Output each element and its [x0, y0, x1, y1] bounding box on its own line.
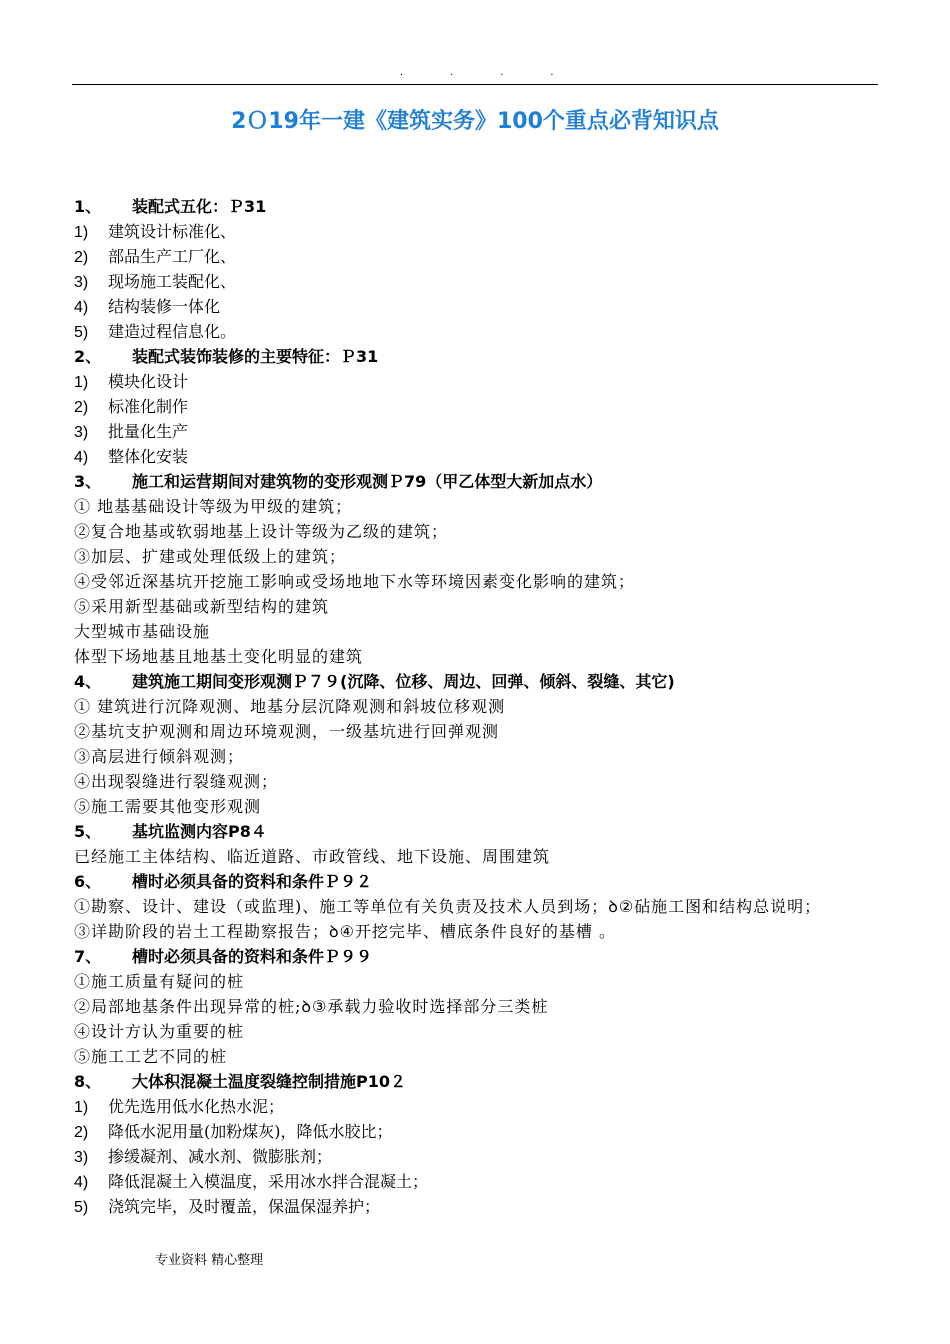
list-item: 4) 整体化安装: [74, 447, 189, 466]
list-item: 3) 现场施工装配化、: [74, 272, 237, 291]
text-line: 体型下场地基且地基土变化明显的建筑: [74, 647, 364, 666]
section-heading-4: 4、 建筑施工期间变形观测Ｐ７９(沉降、位移、周边、回弹、倾斜、裂缝、其它): [74, 672, 675, 691]
text-line: 大型城市基础设施: [74, 622, 211, 641]
section-heading-6: 6、 槽时必须具备的资料和条件Ｐ９２: [74, 872, 373, 891]
document-body: [74, 194, 880, 1219]
section-heading-5: 5、 基坑监测内容P8４: [74, 822, 267, 841]
text-line: ⑤施工需要其他变形观测: [74, 797, 262, 816]
list-item: 3) 批量化生产: [74, 422, 189, 441]
list-item: 1) 建筑设计标准化、: [74, 222, 237, 241]
header-dots: . . . .: [400, 66, 576, 78]
list-item: 5) 建造过程信息化。: [74, 322, 237, 341]
section-heading-2: 2、 装配式装饰装修的主要特征：Ｐ31: [74, 347, 379, 366]
list-item: 4) 结构装修一体化: [74, 297, 221, 316]
section-heading-8: 8、 大体积混凝土温度裂缝控制措施P10２: [74, 1072, 406, 1091]
text-line: ④出现裂缝进行裂缝观测；: [74, 772, 279, 791]
text-line: ②基坑支护观测和周边环境观测，一级基坑进行回弹观测: [74, 722, 500, 741]
list-item: 5) 浇筑完毕，及时覆盖，保温保湿养护；: [74, 1197, 381, 1216]
footer-note: 专业资料 精心整理: [155, 1253, 264, 1268]
section-heading-3: 3、 施工和运营期间对建筑物的变形观测Ｐ79（甲乙体型大新加点水）: [74, 472, 603, 491]
list-item: 1) 模块化设计: [74, 372, 189, 391]
text-line: ②局部地基条件出现异常的桩;ꝺ③承载力验收时选择部分三类桩: [74, 997, 549, 1016]
list-item: 2) 部品生产工厂化、: [74, 247, 237, 266]
list-item: 2) 标准化制作: [74, 397, 189, 416]
list-item: 4) 降低混凝土入模温度，采用冰水拌合混凝土；: [74, 1172, 429, 1191]
section-heading-1: 1、 装配式五化：Ｐ31: [74, 197, 267, 216]
text-line: ④受邻近深基坑开挖施工影响或受场地地下水等环境因素变化影响的建筑；: [74, 572, 636, 591]
document-title: 2Ｏ19年一建《建筑实务》100个重点必背知识点: [231, 109, 719, 134]
text-line: ⑤采用新型基础或新型结构的建筑: [74, 597, 330, 616]
text-line: ②复合地基或软弱地基上设计等级为乙级的建筑；: [74, 522, 449, 541]
list-item: 2) 降低水泥用量(加粉煤灰)，降低水胶比；: [74, 1122, 393, 1141]
text-line: ③详勘阶段的岩土工程勘察报告；ꝺ④开挖完毕、槽底条件良好的基槽 。: [74, 922, 617, 941]
text-line: ⑤施工工艺不同的桩: [74, 1047, 228, 1066]
text-line: ④设计方认为重要的桩: [74, 1022, 245, 1041]
text-line: ①施工质量有疑问的桩: [74, 972, 245, 991]
text-line: ③高层进行倾斜观测；: [74, 747, 245, 766]
section-heading-7: 7、 槽时必须具备的资料和条件Ｐ９９: [74, 947, 373, 966]
list-item: 1) 优先选用低水化热水泥；: [74, 1097, 285, 1116]
text-line: 已经施工主体结构、临近道路、市政管线、地下设施、周围建筑: [74, 847, 551, 866]
text-line: ③加层、扩建或处理低级上的建筑；: [74, 547, 347, 566]
text-line: ① 地基基础设计等级为甲级的建筑；: [74, 497, 353, 516]
text-line: ①勘察、设计、建设（或监理)、施工等单位有关负责及技术人员到场；ꝺ②砧施工图和结构总说明；: [74, 897, 822, 916]
list-item: 3) 掺缓凝剂、减水剂、微膨胀剂；: [74, 1147, 333, 1166]
header-rule: [72, 84, 878, 85]
text-line: ① 建筑进行沉降观测、地基分层沉降观测和斜坡位移观测: [74, 697, 506, 716]
